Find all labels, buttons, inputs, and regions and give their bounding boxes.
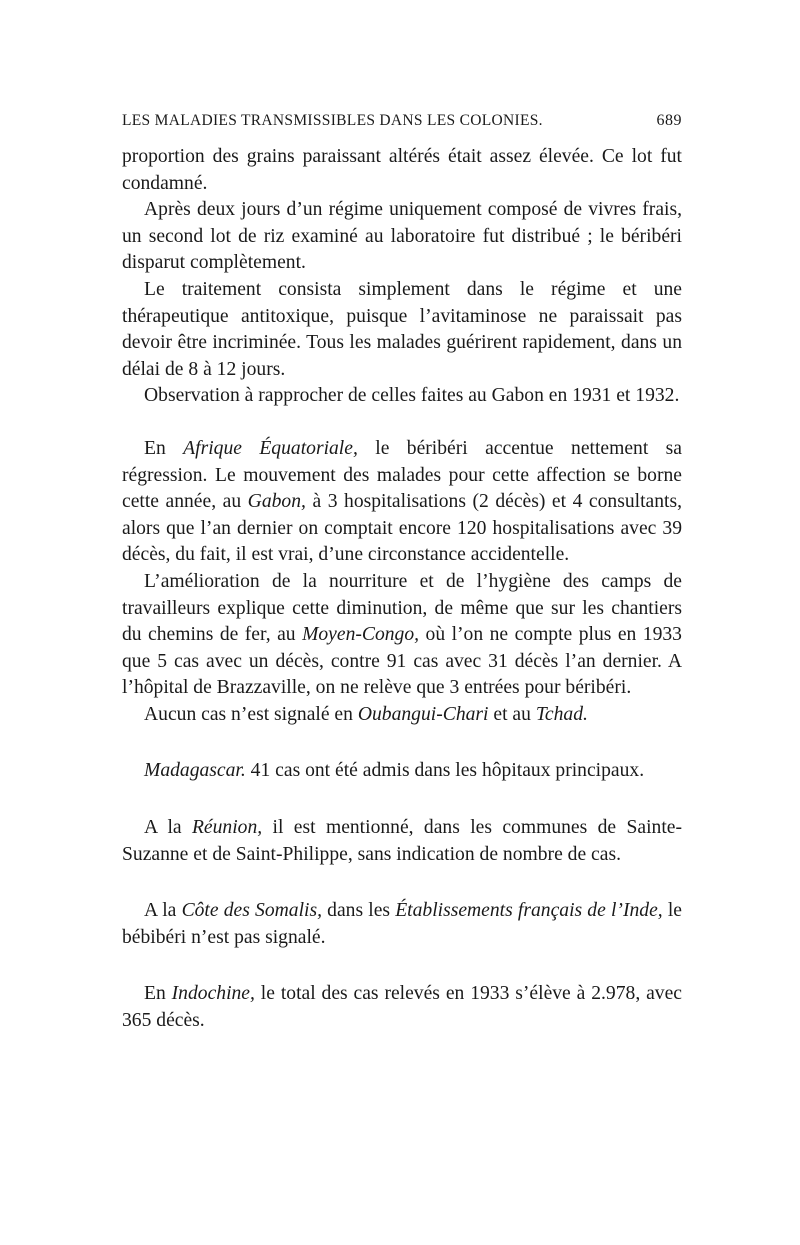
text-run: le total des cas relevés en 1933 s’élève à 2.978, avec 365 décès.: [122, 983, 682, 1032]
place-name-cote-des-somalis: Côte des Somalis,: [181, 900, 322, 922]
paragraph-reunion: [122, 815, 682, 868]
place-name-afrique-equatoriale: Afrique Équatoriale,: [183, 437, 358, 459]
paragraph-fresh-diet: Après deux jours d’un régime uniquement composé de vivres frais, un second lot de riz examiné au laboratoire fut distribué ; le béribéri disparut complètement.: [122, 199, 682, 274]
text-run: et au: [488, 703, 536, 725]
text-run: A la: [144, 817, 192, 839]
place-name-reunion: Réunion,: [191, 817, 263, 839]
text-run: dans les: [321, 900, 396, 922]
text-run: où l’on ne compte plus en 1933 que 5 cas avec un décès, contre 91 cas avec 31 décès l’an dernier. A l’hôpital de Brazzaville, on ne relève que 3 entrées pour béribéri.: [122, 624, 682, 699]
place-name-gabon: Gabon,: [247, 491, 306, 513]
place-name-indochine: Indochine,: [171, 983, 255, 1005]
paragraph-grains-condemned: proportion des grains paraissant altérés était assez élevée. Ce lot fut condamné.: [122, 146, 682, 194]
text-run: le béribéri accentue nettement sa régression. Le mouvement des malades pour cette affection se borne cette année, au: [122, 437, 683, 513]
text-run: A la: [144, 900, 182, 922]
text-run: En: [144, 983, 172, 1005]
running-header-title: LES MALADIES TRANSMISSIBLES DANS LES COLONIES.: [122, 112, 543, 129]
running-header: [122, 112, 682, 138]
paragraph-oubangui-tchad: [122, 702, 682, 729]
text-run: le bébibéri n’est pas signalé.: [122, 900, 682, 948]
text-run: L’amélioration de la nourriture et de l’hygiène des camps de travailleurs explique cette diminution, de même que sur les chantiers du chemins de fer, au: [122, 570, 682, 646]
paragraph-somalis-inde: [122, 898, 682, 951]
place-name-etablissements-inde: Établissements français de l’Inde,: [395, 900, 663, 922]
paragraph-treatment: Le traitement consista simplement dans le régime et une thérapeutique antitoxique, puisque l’avitaminose ne paraissait pas devoir être incriminée. Tous les malades guérirent rapidement, dans un délai de 8 à 12 jours.: [122, 278, 682, 380]
text-run: à 3 hospitalisations (2 décès) et 4 consultants, alors que l’an dernier on comptait encore 120 hospitalisations avec 39 décès, du fait, il est vrai, d’une circonstance accidentelle.: [122, 491, 682, 566]
place-name-madagascar: Madagascar.: [144, 760, 246, 782]
place-name-tchad: Tchad.: [535, 703, 588, 725]
place-name-oubangui-chari: Oubangui-Chari: [357, 703, 489, 725]
book-page: [122, 112, 682, 1035]
place-name-moyen-congo: Moyen-Congo,: [302, 624, 420, 646]
paragraph-madagascar: [122, 758, 682, 785]
paragraph-afrique-equatoriale: [122, 436, 682, 569]
text-run: il est mentionné, dans les communes de Sainte-Suzanne et de Saint-Philippe, sans indication de nombre de cas.: [122, 817, 682, 865]
text-run: En: [144, 437, 184, 459]
text-run: Aucun cas n’est signalé en: [144, 703, 358, 725]
text-run: 41 cas ont été admis dans les hôpitaux principaux.: [245, 760, 645, 782]
paragraph-indochine: [122, 981, 682, 1034]
paragraph-moyen-congo: [122, 569, 682, 702]
paragraph-observation-gabon: Observation à rapprocher de celles faites au Gabon en 1931 et 1932.: [144, 385, 680, 407]
page-number: 689: [656, 112, 682, 129]
